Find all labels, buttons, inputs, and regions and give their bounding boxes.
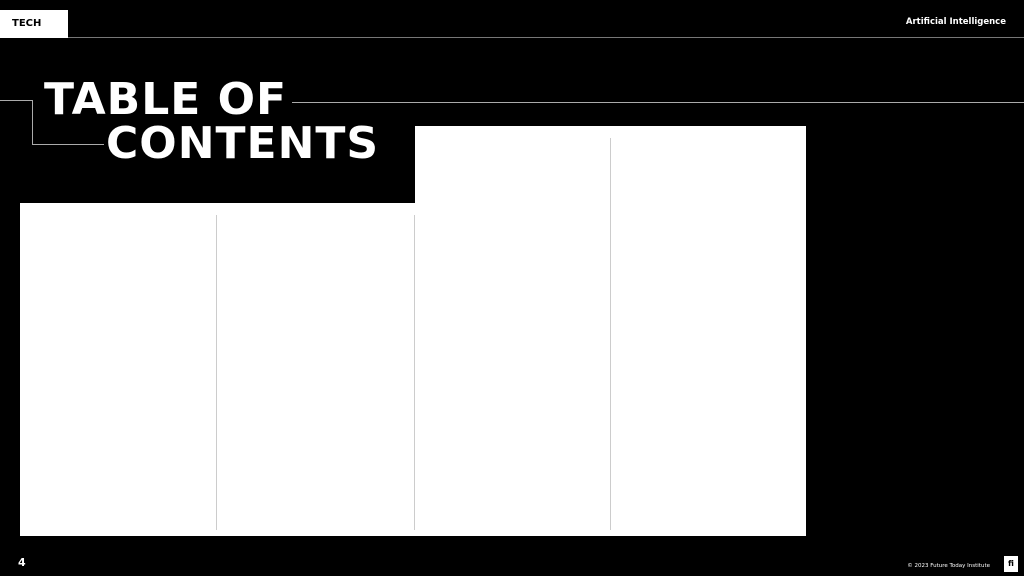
toc-entry[interactable] <box>422 472 610 495</box>
toc-entry-title: Countries Develop National AI Strategies <box>253 436 382 459</box>
toc-entry-title: Rise of AI Nationalism <box>253 418 356 429</box>
toc-page-number: 48 <box>28 452 42 464</box>
toc-page-number: 49 <box>225 280 239 292</box>
toc-entry-title: Scenarios <box>450 454 502 465</box>
toc-entry[interactable] <box>225 466 414 478</box>
toc-entry[interactable] <box>28 435 216 447</box>
toc-entry[interactable] <box>618 335 802 347</box>
toc-entry-title: How to Prepare <box>646 208 729 220</box>
toc-entry-title: What if deepfakes attack our public memory? <box>450 472 586 495</box>
toc-entry[interactable] <box>422 186 610 198</box>
toc-entry[interactable] <box>618 209 802 221</box>
toc-entry-title: AI Intentionally Hiding Data <box>56 511 186 523</box>
toc-entry-title: What if AI could help you eat better and be healthier? <box>646 179 782 202</box>
toc-entry[interactable] <box>28 512 216 524</box>
page-title <box>44 74 380 169</box>
toc-entry-title: Algorithmic Warfighting <box>450 305 561 316</box>
toc-entry-title: Synthesizing and Generating Trust <box>253 298 334 321</box>
toc-page-number: 56 <box>422 323 436 334</box>
toc-entry-title: What if AI can't trust its users? <box>450 501 595 513</box>
toc-page-number: 58 <box>422 418 436 429</box>
toc-entry-title: New Strategic Technical Alliances <box>450 138 562 161</box>
toc-entry-title: Generative AI for Personal Expression <box>56 298 150 321</box>
toc-page-number: 55 <box>422 257 436 269</box>
toc-page-number: 49 <box>225 328 239 339</box>
toc-page-number: 55 <box>422 221 436 233</box>
toc-page-number: 81 <box>618 352 632 364</box>
toc-entry[interactable] <box>28 387 216 410</box>
toc-column-4 <box>618 138 802 530</box>
toc-entry[interactable] <box>225 346 414 358</box>
toc-page-number: 78 <box>618 298 632 310</box>
toc-entry-title: Key Questions <box>646 226 722 238</box>
toc-entry[interactable] <box>28 417 216 429</box>
deco-line <box>0 100 32 101</box>
toc-entry[interactable] <box>28 215 216 227</box>
toc-entry[interactable] <box>225 513 414 525</box>
toc-page-number: 54 <box>422 138 436 149</box>
toc-entry[interactable] <box>422 258 610 270</box>
toc-entry[interactable] <box>225 364 414 376</box>
toc-page-number: 53 <box>225 483 239 495</box>
toc-entry-title: Mandating Ethics Guidelines for Tech Contractors <box>450 323 584 346</box>
toc-page-number: 66 <box>618 179 632 190</box>
toc-page-number: 55 <box>422 239 436 251</box>
toc-page-number: 56 <box>422 275 436 287</box>
toc-entry[interactable] <box>422 382 610 394</box>
toc-page-number: 58 <box>422 382 436 393</box>
toc-page-number: 69 <box>618 226 632 238</box>
toc-page-number: 63 <box>422 472 436 483</box>
toc-page-number: 49 <box>225 244 239 256</box>
toc-entry[interactable] <box>28 482 216 505</box>
toc-entry-title: Simulating Warfare <box>450 203 540 215</box>
toc-entry[interactable] <box>225 400 414 412</box>
toc-page-number: 53 <box>225 465 239 477</box>
toc-page-number: 71 <box>618 244 632 256</box>
toc-page-number: 45 <box>28 387 42 398</box>
toc-page-number: 76 <box>618 280 632 292</box>
toc-entry[interactable] <box>225 299 414 322</box>
toc-entry[interactable] <box>618 227 802 239</box>
toc-entry[interactable] <box>618 353 802 376</box>
toc-page-number: 44 <box>28 233 42 244</box>
toc-entry-title: Prioritizing Trust <box>253 364 329 375</box>
toc-entry-title: Theory of Mind Models <box>56 262 163 274</box>
toc-entry-title: Biometric Scoring <box>56 416 140 428</box>
toc-page-number: 55 <box>422 185 436 197</box>
deco-line <box>292 102 1024 103</box>
toc-entry-title: Regulating Deepfakes <box>253 513 356 524</box>
toc-page-number: 79 <box>618 316 632 328</box>
toc-entry-title: Autonomous Weapons Policies <box>450 185 593 197</box>
toc-entry[interactable] <box>422 454 610 466</box>
toc-entry-title: Using and Sharing the Report <box>646 352 764 375</box>
toc-entry-title: Expanding Market <box>450 382 535 393</box>
section-tag: TECH <box>0 10 68 38</box>
toc-entry-title: School Surveillance <box>253 346 345 357</box>
toc-entry-title: AI Alignment <box>253 262 314 274</box>
toc-entry[interactable] <box>618 317 802 329</box>
toc-page-number: 48 <box>28 511 42 523</box>
toc-entry[interactable] <box>225 281 414 293</box>
toc-entry-title: Government & Defense <box>253 382 377 393</box>
toc-entry-title: Safety <box>56 434 91 446</box>
toc-entry[interactable] <box>28 453 216 476</box>
toc-entry-title: Europe Regulates AI <box>253 465 348 477</box>
toc-page-number: 45 <box>28 357 42 369</box>
toc-page-number: 46 <box>28 416 42 428</box>
toc-entry[interactable] <box>618 263 802 275</box>
toc-page-number: 62 <box>422 454 436 465</box>
toc-page-number: 48 <box>225 215 239 226</box>
toc-page-number: 53 <box>225 418 239 429</box>
toc-entry[interactable] <box>28 281 216 293</box>
toc-entry[interactable] <box>422 400 610 412</box>
toc-page-number: 52 <box>225 382 239 393</box>
toc-entry[interactable] <box>422 240 610 252</box>
toc-entry-title: Automating Offensive Attacks Using AI <box>450 275 590 298</box>
toc-page-number: 58 <box>422 400 436 411</box>
toc-page-number: 68 <box>618 208 632 220</box>
toc-entry[interactable] <box>28 233 216 256</box>
toc-entry-title: Building a Strategic Panopticon <box>450 418 597 429</box>
toc-entry[interactable] <box>618 245 802 257</box>
toc-entry-title: Spotlight: China's Long-Term AI Ambitions <box>450 352 575 375</box>
toc-entry[interactable] <box>225 245 414 257</box>
toc-entry[interactable] <box>422 305 610 317</box>
toc-page-number: 55 <box>422 167 436 179</box>
toc-page-number: 53 <box>225 436 239 447</box>
toc-entry[interactable] <box>28 299 216 322</box>
toc-entry[interactable] <box>618 299 802 311</box>
toc-page-number: 55 <box>422 203 436 215</box>
toc-entry-title: Turnkey Consumer-Grade Application Development <box>56 328 175 351</box>
toc-entry[interactable] <box>422 436 610 448</box>
toc-entry-title: About FTI <box>646 298 698 310</box>
toc-entry[interactable] <box>28 358 216 381</box>
toc-page-number: 49 <box>225 298 239 310</box>
toc-page-number: 48 <box>28 434 42 446</box>
toc-entry[interactable] <box>225 418 414 430</box>
toc-entry-title: Deepening International Ties <box>450 436 586 447</box>
toc-page-number: 45 <box>28 280 42 292</box>
toc-entry[interactable] <box>422 222 610 234</box>
toc-entry-title: Breaking Up Big Tech <box>450 400 550 411</box>
toc-entry-title: Disclaimer <box>646 334 702 346</box>
toc-entry-title: 2023 Tech Trend Reports <box>646 280 777 292</box>
toc-entry-title: Detecting Emotion <box>56 215 144 226</box>
toc-entry-title: Selected Sources <box>646 244 738 256</box>
toc-entry-title: What if AI could help you practice marriage before going through with the ceremony? <box>646 138 792 172</box>
toc-column-3 <box>422 138 611 530</box>
toc-entry-title: Addressing Bias <box>253 280 328 292</box>
toc-entry-title: Simulating Empathy and Emotion <box>56 233 152 256</box>
toc-entry-title: Efforts to Thwart Recognition Systems <box>56 387 155 410</box>
toc-entry[interactable] <box>618 281 802 293</box>
deco-line <box>32 100 33 144</box>
toc-entry[interactable] <box>225 484 414 507</box>
toc-page-number: 56 <box>422 305 436 316</box>
toc-entry[interactable] <box>225 382 414 394</box>
toc-page-number: 64 <box>422 501 436 513</box>
toc-entry[interactable] <box>422 353 610 376</box>
toc-entry[interactable] <box>225 328 414 340</box>
toc-page-number: 45 <box>28 328 42 339</box>
toc-page-number: 44 <box>28 262 42 274</box>
toc-page-number: 50 <box>225 346 239 357</box>
toc-entry[interactable] <box>422 323 610 346</box>
toc-entry-title: Worker Surveillance <box>253 328 347 339</box>
toc-page-number: 48 <box>28 482 42 493</box>
toc-entry[interactable] <box>422 276 610 299</box>
title-line-2: CONTENTS <box>106 118 380 169</box>
section-title: Artificial Intelligence <box>905 17 1006 27</box>
toc-page-number: 45 <box>28 298 42 310</box>
toc-column-2 <box>225 215 415 530</box>
toc-entry-title: Author & Contributors <box>646 262 764 274</box>
fti-logo-icon: fi <box>1004 556 1018 572</box>
toc-page-number: 50 <box>225 364 239 375</box>
toc-entry-title: AI Generators and Copyright Infringement <box>56 452 166 475</box>
toc-entry-title: Algorithms Targeting Vulnerable Populations <box>56 482 164 505</box>
toc-entry-title: Unpiloted Military Vehicles <box>450 221 575 233</box>
toc-page-number: 53 <box>225 400 239 411</box>
toc-entry[interactable] <box>422 204 610 216</box>
toc-entry-title: AI Used to Guide Military Strikes <box>450 239 602 251</box>
toc-entry-title: Methodology <box>646 316 715 328</box>
toc-page-number: 44 <box>28 215 42 226</box>
toc-entry[interactable] <box>225 215 414 238</box>
toc-column-1 <box>28 215 217 530</box>
toc-entry-title: Nation-based Guardrails and Regulations <box>253 483 367 506</box>
page-number: 4 <box>18 556 26 569</box>
toc-entry-title: Government <box>253 400 319 411</box>
toc-page-number: 59 <box>422 436 436 447</box>
copyright: © 2023 Future Today Institute <box>907 563 990 569</box>
toc-entry[interactable] <box>225 436 414 459</box>
toc-page-number: 80 <box>618 334 632 346</box>
toc-page-number: 49 <box>225 262 239 274</box>
toc-entry[interactable] <box>422 418 610 430</box>
toc-entry[interactable] <box>28 263 216 275</box>
toc-entry[interactable] <box>422 502 610 514</box>
toc-page-number: 75 <box>618 262 632 274</box>
toc-entry-title: Consumer Applications <box>56 280 178 292</box>
toc-entry[interactable] <box>28 328 216 351</box>
toc-entry[interactable] <box>618 138 802 173</box>
toc-entry[interactable] <box>618 179 802 202</box>
toc-entry[interactable] <box>422 138 610 161</box>
toc-page-number: 65 <box>618 138 632 149</box>
toc-entry-title: Defense <box>450 167 494 179</box>
toc-page-number: 54 <box>225 513 239 524</box>
toc-entry-title: Automated Target Recognition <box>450 257 593 269</box>
toc-entry-title: Increased Used of Ambient Surveillance <box>253 215 353 238</box>
toc-page-number: 57 <box>422 352 436 364</box>
toc-entry-title: Trust <box>253 244 280 256</box>
header-rule <box>68 37 1024 38</box>
toc-entry[interactable] <box>422 168 610 180</box>
toc-entry-title: Responsive Recognition Technology <box>56 357 168 380</box>
toc-entry[interactable] <box>225 263 414 275</box>
title-line-1: TABLE OF <box>44 74 288 125</box>
